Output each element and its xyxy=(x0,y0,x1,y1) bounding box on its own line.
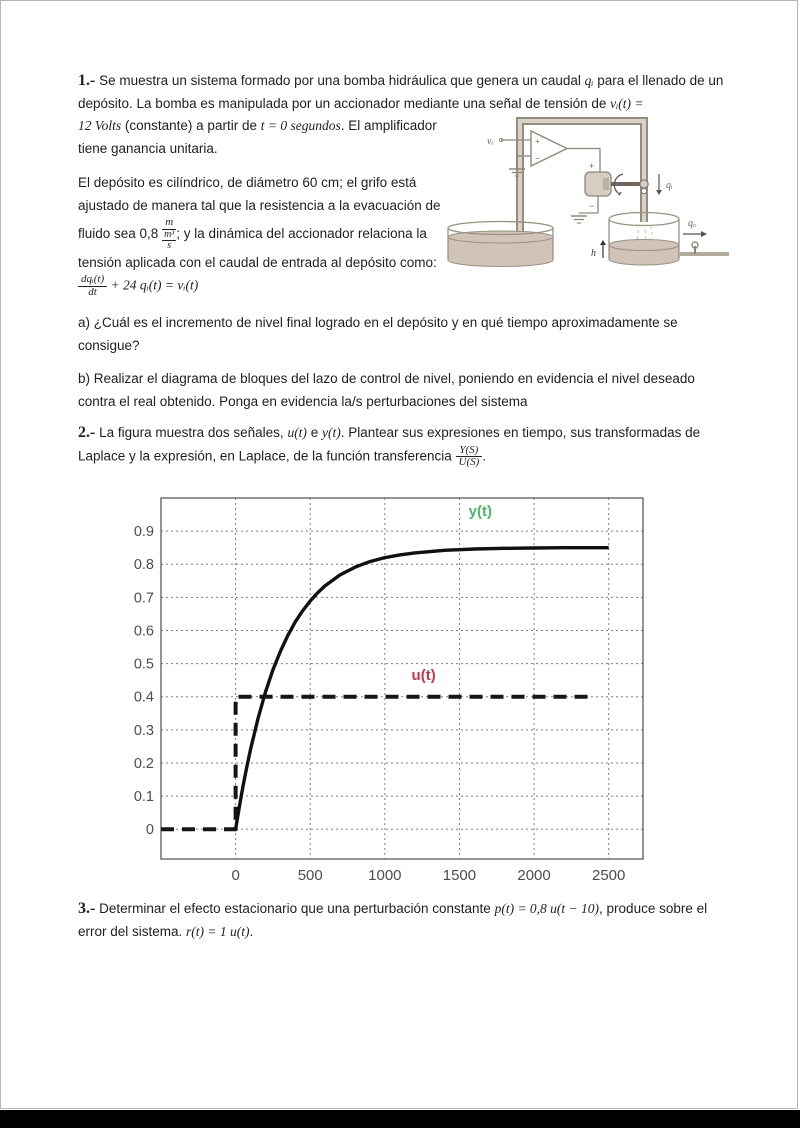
problem1-number: 1.- xyxy=(78,72,96,89)
x-tick-label: 2500 xyxy=(591,867,626,884)
transfer-function-num: Y(S) xyxy=(456,445,483,458)
problem2-text-c: . Plantear sus expresiones en tiempo, sus transformadas de Laplace y la expresión, en Laplace, de la función transferencia xyxy=(78,425,701,464)
math-t0: t = 0 segundos xyxy=(260,118,341,133)
problem1-intro xyxy=(78,70,728,115)
equation-numerator: dqᵢ(t) xyxy=(78,274,107,287)
qi-label: qᵢ xyxy=(666,180,673,191)
series-yt xyxy=(236,548,609,830)
problem2-number: 2.- xyxy=(78,424,96,441)
math-volts: 12 Volts xyxy=(78,118,122,133)
problem1-tank-text-b: ; y la dinámica del accionador relaciona la tensión aplicada con el caudal de entrada al depósito como: xyxy=(78,225,437,270)
x-tick-label: 1000 xyxy=(368,867,402,884)
x-tick-label: 2000 xyxy=(517,867,551,884)
y-tick-label: 0.7 xyxy=(133,590,154,607)
resistance-fraction-num: m xyxy=(162,217,176,230)
y-tick-label: 0 xyxy=(145,822,154,839)
math-u: u(t) xyxy=(287,425,307,440)
hydraulic-system-svg xyxy=(443,110,735,284)
y-tick-label: 0.2 xyxy=(133,755,154,772)
x-tick-label: 1500 xyxy=(442,867,477,884)
math-r: r(t) = 1 u(t) xyxy=(186,923,250,939)
y-tick-label: 0.6 xyxy=(133,623,154,640)
opamp-minus-sign: − xyxy=(535,154,540,163)
problem1-intro-cont xyxy=(78,115,440,160)
resistance-fraction xyxy=(162,217,176,252)
problem2-text-d: . xyxy=(482,448,487,464)
series-label-ut: u(t) xyxy=(411,667,436,685)
math-qi: qᵢ xyxy=(584,73,594,88)
problem1-text-b: para el llenado de un depósito. La bomba es manipulada por un accionador mediante una señal de tensión de xyxy=(78,73,724,111)
x-tick-label: 0 xyxy=(231,867,240,884)
qi-flow-arrow xyxy=(656,174,662,195)
qo-flow-arrow xyxy=(683,231,707,237)
outlet-valve xyxy=(679,242,729,254)
math-p: p(t) = 0,8 u(t − 10) xyxy=(494,901,600,916)
h-label: h xyxy=(591,248,596,259)
problem1-tank-text-a: El depósito es cilíndrico, de diámetro 60 cm; el grifo está ajustado de manera tal que la resistencia a la evacuación de fluido sea 0,8 xyxy=(78,175,441,241)
qo-label: qₒ xyxy=(688,218,696,229)
problem3-number: 3.- xyxy=(78,900,96,917)
hydraulic-system-diagram xyxy=(443,110,735,284)
problem3-text-b: , produce sobre el error del sistema. xyxy=(78,901,708,939)
signals-chart xyxy=(123,486,688,888)
series-label-yt: y(t) xyxy=(468,503,493,521)
amplifier xyxy=(499,131,567,176)
page-bottom-bar xyxy=(0,1110,800,1128)
y-tick-label: 0.4 xyxy=(133,689,154,706)
math-vi: vᵢ(t) = xyxy=(610,95,644,111)
resistance-fraction-den-num: m³ xyxy=(164,228,175,240)
y-tick-label: 0.3 xyxy=(133,722,154,739)
problem2-text-a: La figura muestra dos señales, xyxy=(95,425,288,440)
equation-denominator: dt xyxy=(88,285,97,298)
y-tick-label: 0.1 xyxy=(133,789,154,806)
problem1-tank-paragraph xyxy=(78,172,446,298)
y-tick-label: 0.5 xyxy=(133,656,154,673)
transfer-function-den: U(S) xyxy=(458,456,480,469)
problem1-part-b xyxy=(78,368,728,413)
vi-label: vᵢ xyxy=(487,136,494,147)
reservoir-tank xyxy=(448,222,553,267)
transfer-function-fraction xyxy=(456,445,483,469)
problem1-text-a: Se muestra un sistema formado por una bomba hidráulica que genera un caudal xyxy=(95,73,585,88)
signals-chart-svg xyxy=(123,486,688,888)
equation-rest: + 24 qᵢ(t) = vᵢ(t) xyxy=(107,277,199,293)
problem3-text-a: Determinar el efecto estacionario que una perturbación constante xyxy=(95,901,495,916)
resistance-fraction-den-den: s xyxy=(167,240,172,252)
motor-plus-sign: + xyxy=(589,161,595,171)
level-h-arrow xyxy=(600,240,606,258)
problem1-text-d: . El amplificador tiene ganancia unitaria. xyxy=(78,118,437,156)
problem3-text-c: . xyxy=(249,923,254,939)
math-y: y(t) xyxy=(321,425,341,440)
problem1-part-b-text: b) Realizar el diagrama de bloques del lazo de control de nivel, poniendo en evidencia el nivel deseado contra el real obtenido. Ponga en evidencia la/s perturbaciones del sistema xyxy=(78,371,695,409)
problem1-text-c: (constante) a partir de xyxy=(121,118,261,133)
motor xyxy=(585,172,611,196)
motor-minus-sign: − xyxy=(589,201,595,211)
problem3-statement xyxy=(78,898,728,943)
problem1-part-a xyxy=(78,312,728,357)
problem2-statement xyxy=(78,422,728,469)
opamp-plus-sign: + xyxy=(535,137,540,146)
y-tick-label: 0.9 xyxy=(133,524,154,541)
y-tick-label: 0.8 xyxy=(133,557,154,574)
x-tick-label: 500 xyxy=(297,867,323,884)
problem2-text-b: e xyxy=(306,425,322,440)
actuator-equation-fraction xyxy=(78,274,107,298)
problem1-part-a-text: a) ¿Cuál es el incremento de nivel final logrado en el depósito y en qué tiempo aproximadamente se consigue? xyxy=(78,315,678,353)
plot-border xyxy=(161,498,643,859)
